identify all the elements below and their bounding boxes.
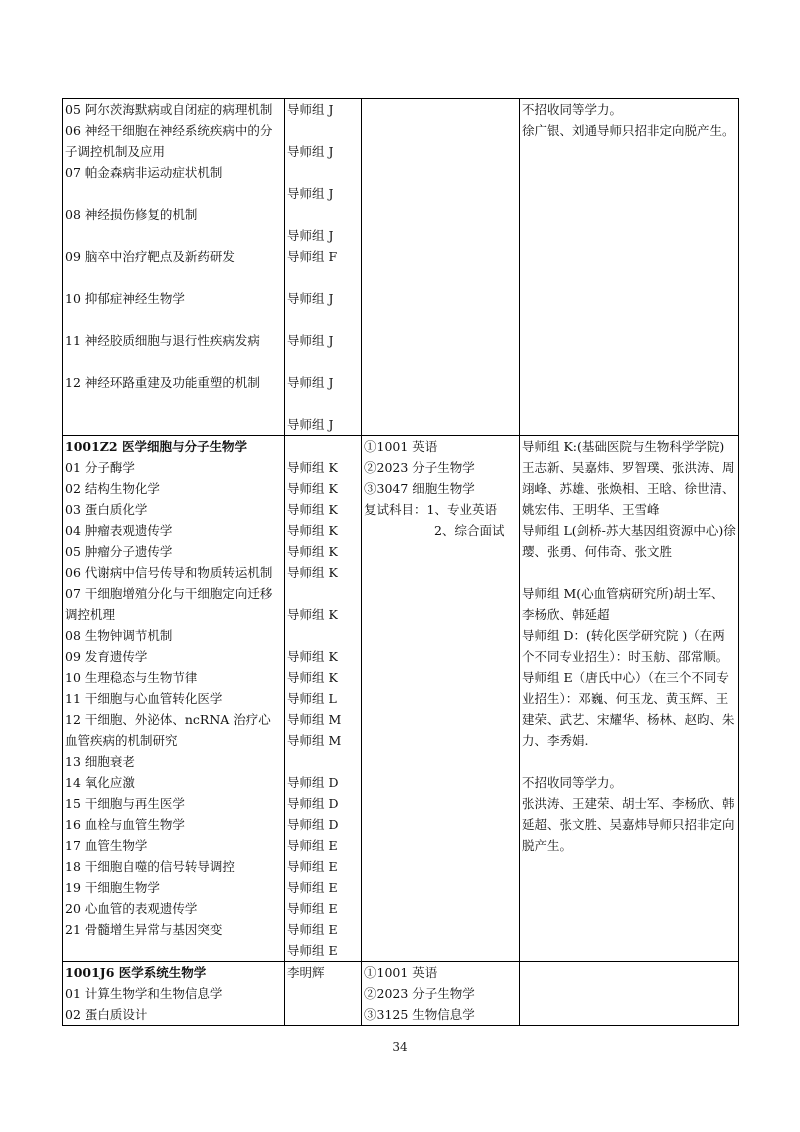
research-direction: 11 神经胶质细胞与退行性疾病发病: [65, 333, 260, 348]
exam-subject: 复试科目：1、专业英语: [364, 502, 497, 517]
exam-subject: ③3047 细胞生物学: [364, 481, 475, 496]
research-direction: 16 血栓与血管生物学: [65, 817, 185, 832]
note-text: 导师组 M(心血管病研究所)胡士军、李杨欣、韩延超: [522, 586, 724, 622]
advisor-group: 导师组 E: [287, 943, 338, 958]
advisor-group: 导师组 K: [287, 565, 338, 580]
research-direction: 01 分子酶学: [65, 460, 135, 475]
advisor-cell: [285, 962, 362, 1026]
advisor-group: 导师组 J: [287, 186, 334, 201]
research-direction: 06 代谢病中信号传导和物质转运机制: [65, 565, 273, 580]
advisor-group: 导师组 K: [287, 670, 338, 685]
research-direction: 06 神经干细胞在神经系统疾病中的分子调控机制及应用: [65, 123, 273, 159]
advisor-group: 导师组 K: [287, 481, 338, 496]
notes-cell: [520, 436, 739, 962]
advisor-group: 导师组 K: [287, 523, 338, 538]
advisor-group: 导师组 D: [287, 817, 339, 832]
advisor-group: 导师组 E: [287, 880, 338, 895]
notes-spacer: [522, 562, 736, 583]
program-row: [63, 962, 739, 1026]
program-row: [63, 99, 739, 436]
research-direction: 12 干细胞、外泌体、ncRNA 治疗心血管疾病的机制研究: [65, 712, 271, 748]
advisor-group: 导师组 J: [287, 333, 334, 348]
research-direction: 13 细胞衰老: [65, 754, 135, 769]
research-direction: 15 干细胞与再生医学: [65, 796, 185, 811]
directions-cell: [63, 962, 285, 1026]
notes-cell: [520, 962, 739, 1026]
research-direction: 03 蛋白质化学: [65, 502, 148, 517]
research-direction: 09 发育遗传学: [65, 649, 148, 664]
advisor-group: 导师组 K: [287, 460, 338, 475]
notes-spacer: [522, 751, 736, 772]
program-table: [62, 98, 739, 1026]
research-direction: 14 氧化应激: [65, 775, 135, 790]
advisor-group: 导师组 K: [287, 502, 338, 517]
exam-subject: ③3125 生物信息学: [364, 1007, 475, 1022]
research-direction: 07 帕金森病非运动症状机制: [65, 165, 223, 180]
research-direction: 05 肿瘤分子遗传学: [65, 544, 173, 559]
directions-cell: [63, 99, 285, 436]
note-text: 徐广银、刘通导师只招非定向脱产生。: [522, 123, 735, 138]
exam-cell: [362, 436, 520, 962]
advisor-group: 导师组 E: [287, 838, 338, 853]
program-title: 1001Z2 医学细胞与分子生物学: [65, 439, 247, 454]
advisor-cell: [285, 436, 362, 962]
research-direction: 10 生理稳态与生物节律: [65, 670, 198, 685]
exam-subject: ②2023 分子生物学: [364, 460, 475, 475]
advisor-group: 导师组 J: [287, 291, 334, 306]
research-direction: 19 干细胞生物学: [65, 880, 160, 895]
advisor-group: 导师组 J: [287, 375, 334, 390]
exam-cell: [362, 962, 520, 1026]
exam-subject: ①1001 英语: [364, 439, 438, 454]
advisor-group: 导师组 J: [287, 102, 334, 117]
note-text: 导师组 E（唐氏中心）（在三个不同专业招生）：邓巍、何玉龙、黄玉辉、王建荣、武艺、宋耀华、杨林、赵昀、朱力、李秀娟.: [522, 670, 735, 748]
advisor-cell: [285, 99, 362, 436]
program-title: 1001J6 医学系统生物学: [65, 965, 207, 980]
advisor-group: [287, 436, 359, 457]
research-direction: 18 干细胞自噬的信号转导调控: [65, 859, 235, 874]
exam-cell: [362, 99, 520, 436]
research-direction: 04 肿瘤表观遗传学: [65, 523, 173, 538]
program-row: [63, 436, 739, 962]
research-direction: 20 心血管的表观遗传学: [65, 901, 198, 916]
notes-cell: [520, 99, 739, 436]
advisor-group: 导师组 J: [287, 144, 334, 159]
research-direction: 07 干细胞增殖分化与干细胞定向迁移调控机理: [65, 586, 273, 622]
note-text: 张洪涛、王建荣、胡士军、李杨欣、韩延超、张文胜、吴嘉炜导师只招非定向脱产生。: [522, 796, 735, 853]
advisor-group: 导师组 K: [287, 649, 338, 664]
advisor-group: 导师组 M: [287, 712, 342, 727]
advisor-group: 导师组 L: [287, 691, 337, 706]
research-direction: 11 干细胞与心血管转化医学: [65, 691, 223, 706]
research-direction: 09 脑卒中治疗靶点及新药研发: [65, 249, 235, 264]
advisor-group: 导师组 F: [287, 249, 338, 264]
advisor-group: 导师组 E: [287, 859, 338, 874]
advisor-group: 导师组 J: [287, 417, 334, 432]
note-text: 不招收同等学力。: [522, 775, 623, 790]
research-direction: 08 神经损伤修复的机制: [65, 207, 198, 222]
research-direction: 05 阿尔茨海默病或自闭症的病理机制: [65, 102, 273, 117]
research-direction: 17 血管生物学: [65, 838, 148, 853]
directions-cell: [63, 436, 285, 962]
research-direction: 21 骨髓增生异常与基因突变: [65, 922, 223, 937]
advisor-group: 导师组 M: [287, 733, 342, 748]
program-table-body: [63, 99, 739, 1026]
advisor-group: 导师组 D: [287, 775, 339, 790]
research-direction: 08 生物钟调节机制: [65, 628, 173, 643]
advisor-group: 李明辉: [287, 965, 325, 980]
research-direction: 10 抑郁症神经生物学: [65, 291, 185, 306]
research-direction: 01 计算生物学和生物信息学: [65, 986, 223, 1001]
research-direction: 02 蛋白质设计: [65, 1007, 148, 1022]
advisor-group: 导师组 K: [287, 544, 338, 559]
advisor-group: 导师组 E: [287, 901, 338, 916]
exam-subject: ②2023 分子生物学: [364, 986, 475, 1001]
exam-subject: 2、综合面试: [434, 523, 505, 538]
note-text: 导师组 L(剑桥-苏大基因组资源中心)徐璎、张勇、何伟奇、张文胜: [522, 523, 736, 559]
exam-subject: ①1001 英语: [364, 965, 438, 980]
advisor-group: 导师组 K: [287, 607, 338, 622]
advisor-group: 导师组 E: [287, 922, 338, 937]
note-text: 不招收同等学力。: [522, 102, 623, 117]
research-direction: 02 结构生物化学: [65, 481, 160, 496]
advisor-group: 导师组 D: [287, 796, 339, 811]
page-number: 34: [392, 1040, 408, 1054]
note-text: 导师组 K:(基础医院与生物科学学院)王志新、吴嘉炜、罗智璞、张洪涛、周翊峰、苏雄、张焕相、王晗、徐世清、姚宏伟、王明华、王雪峰: [522, 439, 735, 517]
advisor-group: 导师组 J: [287, 228, 334, 243]
note-text: 导师组 D：(转化医学研究院 )（在两个不同专业招生）：时玉舫、邵常顺。: [522, 628, 729, 664]
research-direction: 12 神经环路重建及功能重塑的机制: [65, 375, 260, 390]
